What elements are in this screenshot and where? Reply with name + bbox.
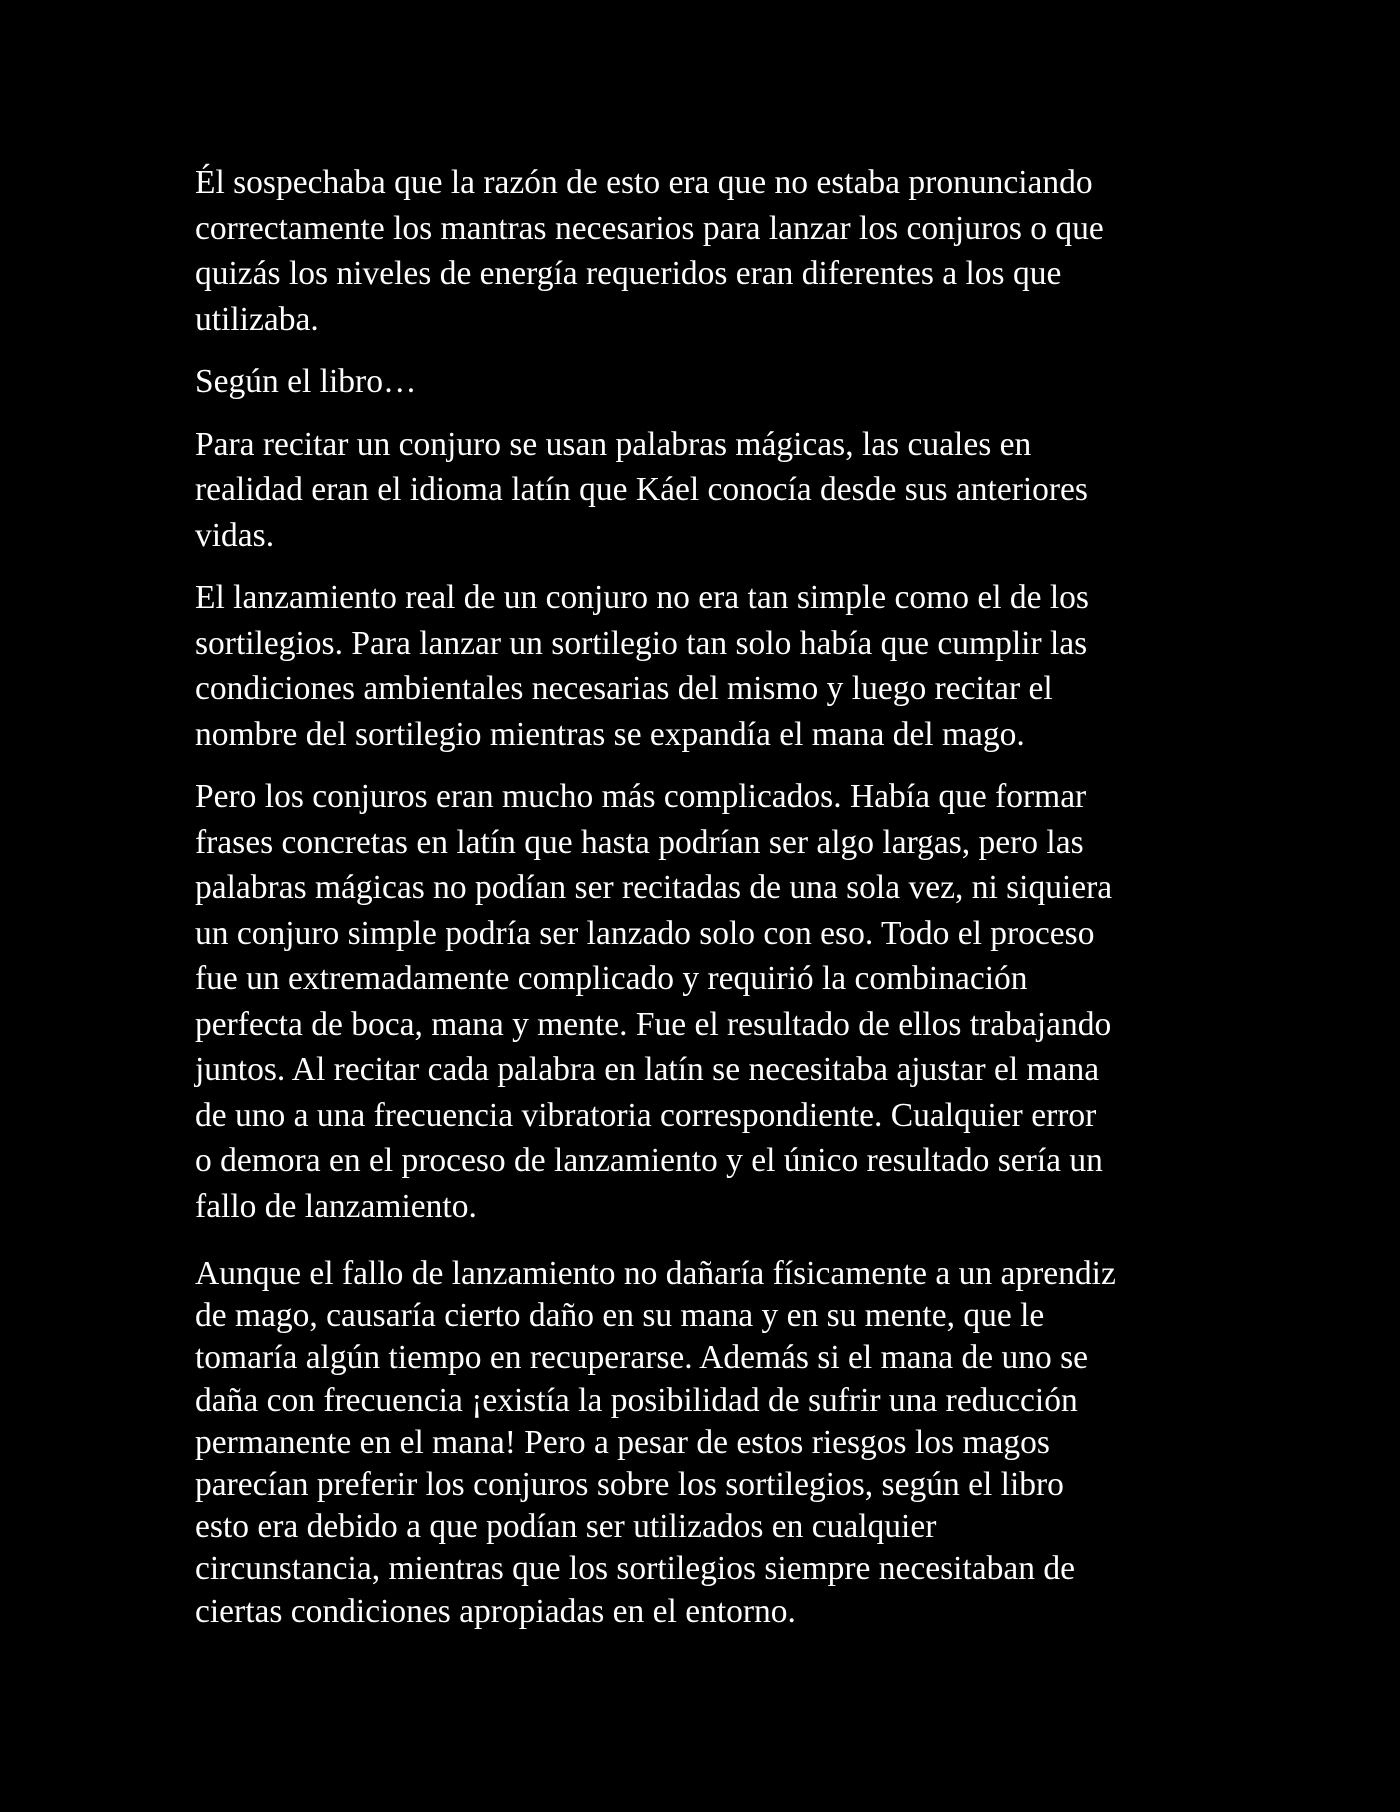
- text-line: fallo de lanzamiento.: [195, 1187, 477, 1225]
- text-line: vidas.: [195, 516, 275, 554]
- text-line: juntos. Al recitar cada palabra en latín se necesitaba ajustar el mana: [195, 1051, 1100, 1088]
- text-line: Él sospechaba que la razón de esto era que no estaba pronunciando: [195, 164, 1093, 201]
- text-line: ciertas condiciones apropiadas en el entorno.: [195, 1592, 796, 1630]
- text-line: perfecta de boca, mana y mente. Fue el resultado de ellos trabajando: [195, 1005, 1112, 1043]
- paragraph: [195, 774, 1215, 1229]
- text-line: El lanzamiento real de un conjuro no era tan simple como el de los: [195, 579, 1089, 616]
- text-line: un conjuro simple podría ser lanzado solo con eso. Todo el proceso: [195, 914, 1095, 952]
- text-line: esto era debido a que podían ser utilizados en cualquier: [195, 1508, 937, 1546]
- paragraph: [195, 1253, 1215, 1633]
- text-line: palabras mágicas no podían ser recitadas de una sola vez, ni siquiera: [195, 869, 1113, 906]
- text-line: circunstancia, mientras que los sortilegios siempre necesitaban de: [195, 1550, 1076, 1588]
- text-line: Pero los conjuros eran mucho más complicados. Había que formar: [195, 778, 1087, 815]
- text-line: Según el libro…: [195, 363, 417, 400]
- text-line: utilizaba.: [195, 300, 319, 338]
- paragraph: [195, 359, 1215, 405]
- text-line: tomaría algún tiempo en recuperarse. Además si el mana de uno se: [195, 1339, 1089, 1377]
- paragraph: [195, 575, 1215, 757]
- text-line: Para recitar un conjuro se usan palabras mágicas, las cuales en: [195, 425, 1032, 463]
- text-line: fue un extremadamente complicado y requirió la combinación: [195, 960, 1028, 997]
- text-line: quizás los niveles de energía requeridos eran diferentes a los que: [195, 255, 1062, 292]
- document-body: [195, 160, 1215, 1633]
- text-line: parecían preferir los conjuros sobre los sortilegios, según el libro: [195, 1466, 1064, 1504]
- text-line: o demora en el proceso de lanzamiento y el único resultado sería un: [195, 1142, 1103, 1179]
- text-line: condiciones ambientales necesarias del mismo y luego recitar el: [195, 670, 1053, 707]
- text-line: daña con frecuencia ¡existía la posibilidad de sufrir una reducción: [195, 1381, 1078, 1419]
- text-line: correctamente los mantras necesarios para lanzar los conjuros o que: [195, 209, 1104, 247]
- text-line: frases concretas en latín que hasta podrían ser algo largas, pero las: [195, 823, 1084, 861]
- text-line: de mago, causaría cierto daño en su mana y en su mente, que le: [195, 1297, 1045, 1335]
- paragraph: [195, 160, 1215, 342]
- text-line: de uno a una frecuencia vibratoria correspondiente. Cualquier error: [195, 1096, 1097, 1134]
- text-line: nombre del sortilegio mientras se expandía el mana del mago.: [195, 715, 1025, 753]
- text-line: sortilegios. Para lanzar un sortilegio tan solo había que cumplir las: [195, 624, 1088, 662]
- text-line: realidad eran el idioma latín que Káel conocía desde sus anteriores: [195, 471, 1088, 508]
- text-line: permanente en el mana! Pero a pesar de estos riesgos los magos: [195, 1423, 1050, 1461]
- text-line: Aunque el fallo de lanzamiento no dañaría físicamente a un aprendiz: [195, 1255, 1116, 1292]
- paragraph: [195, 422, 1215, 559]
